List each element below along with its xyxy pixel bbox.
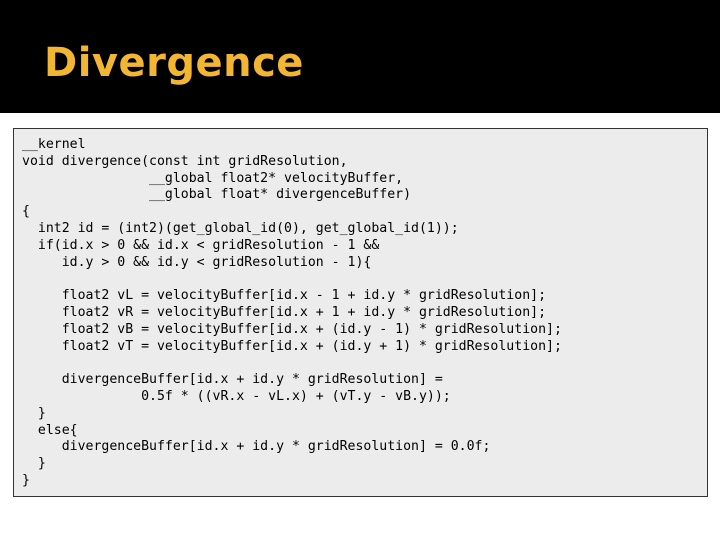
code-line-4: __global float* divergenceBuffer) — [22, 187, 412, 203]
code-line-18: else{ — [22, 422, 78, 438]
code-line-21: } — [22, 472, 30, 488]
code-block — [13, 128, 708, 497]
code-line-9 — [22, 271, 562, 288]
code-line-20: } — [22, 456, 46, 472]
code-line-17: } — [22, 405, 46, 421]
code-line-8: id.y > 0 && id.y < gridResolution - 1){ — [22, 254, 372, 270]
code-line-11: float2 vR = velocityBuffer[id.x + 1 + id.y * gridResolution]; — [22, 304, 547, 320]
code-line-16: 0.5f * ((vR.x - vL.x) + (vT.y - vB.y)); — [22, 388, 451, 404]
title-bar — [0, 0, 720, 113]
code-line-14 — [22, 355, 562, 372]
code-line-19: divergenceBuffer[id.x + id.y * gridResolution] = 0.0f; — [22, 439, 491, 455]
code-line-10: float2 vL = velocityBuffer[id.x - 1 + id.y * gridResolution]; — [22, 288, 547, 304]
slide-title: Divergence — [44, 40, 304, 86]
code-listing — [22, 137, 562, 490]
code-line-12: float2 vB = velocityBuffer[id.x + (id.y - 1) * gridResolution]; — [22, 321, 562, 337]
code-line-1: __kernel — [22, 137, 86, 152]
code-line-6: int2 id = (int2)(get_global_id(0), get_global_id(1)); — [22, 220, 459, 236]
code-line-3: __global float2* velocityBuffer, — [22, 170, 404, 186]
code-line-13: float2 vT = velocityBuffer[id.x + (id.y + 1) * gridResolution]; — [22, 338, 562, 354]
code-line-7: if(id.x > 0 && id.x < gridResolution - 1 && — [22, 237, 380, 253]
code-line-5: { — [22, 204, 30, 220]
code-line-2: void divergence(const int gridResolution, — [22, 153, 348, 169]
code-line-15: divergenceBuffer[id.x + id.y * gridResolution] = — [22, 372, 443, 388]
